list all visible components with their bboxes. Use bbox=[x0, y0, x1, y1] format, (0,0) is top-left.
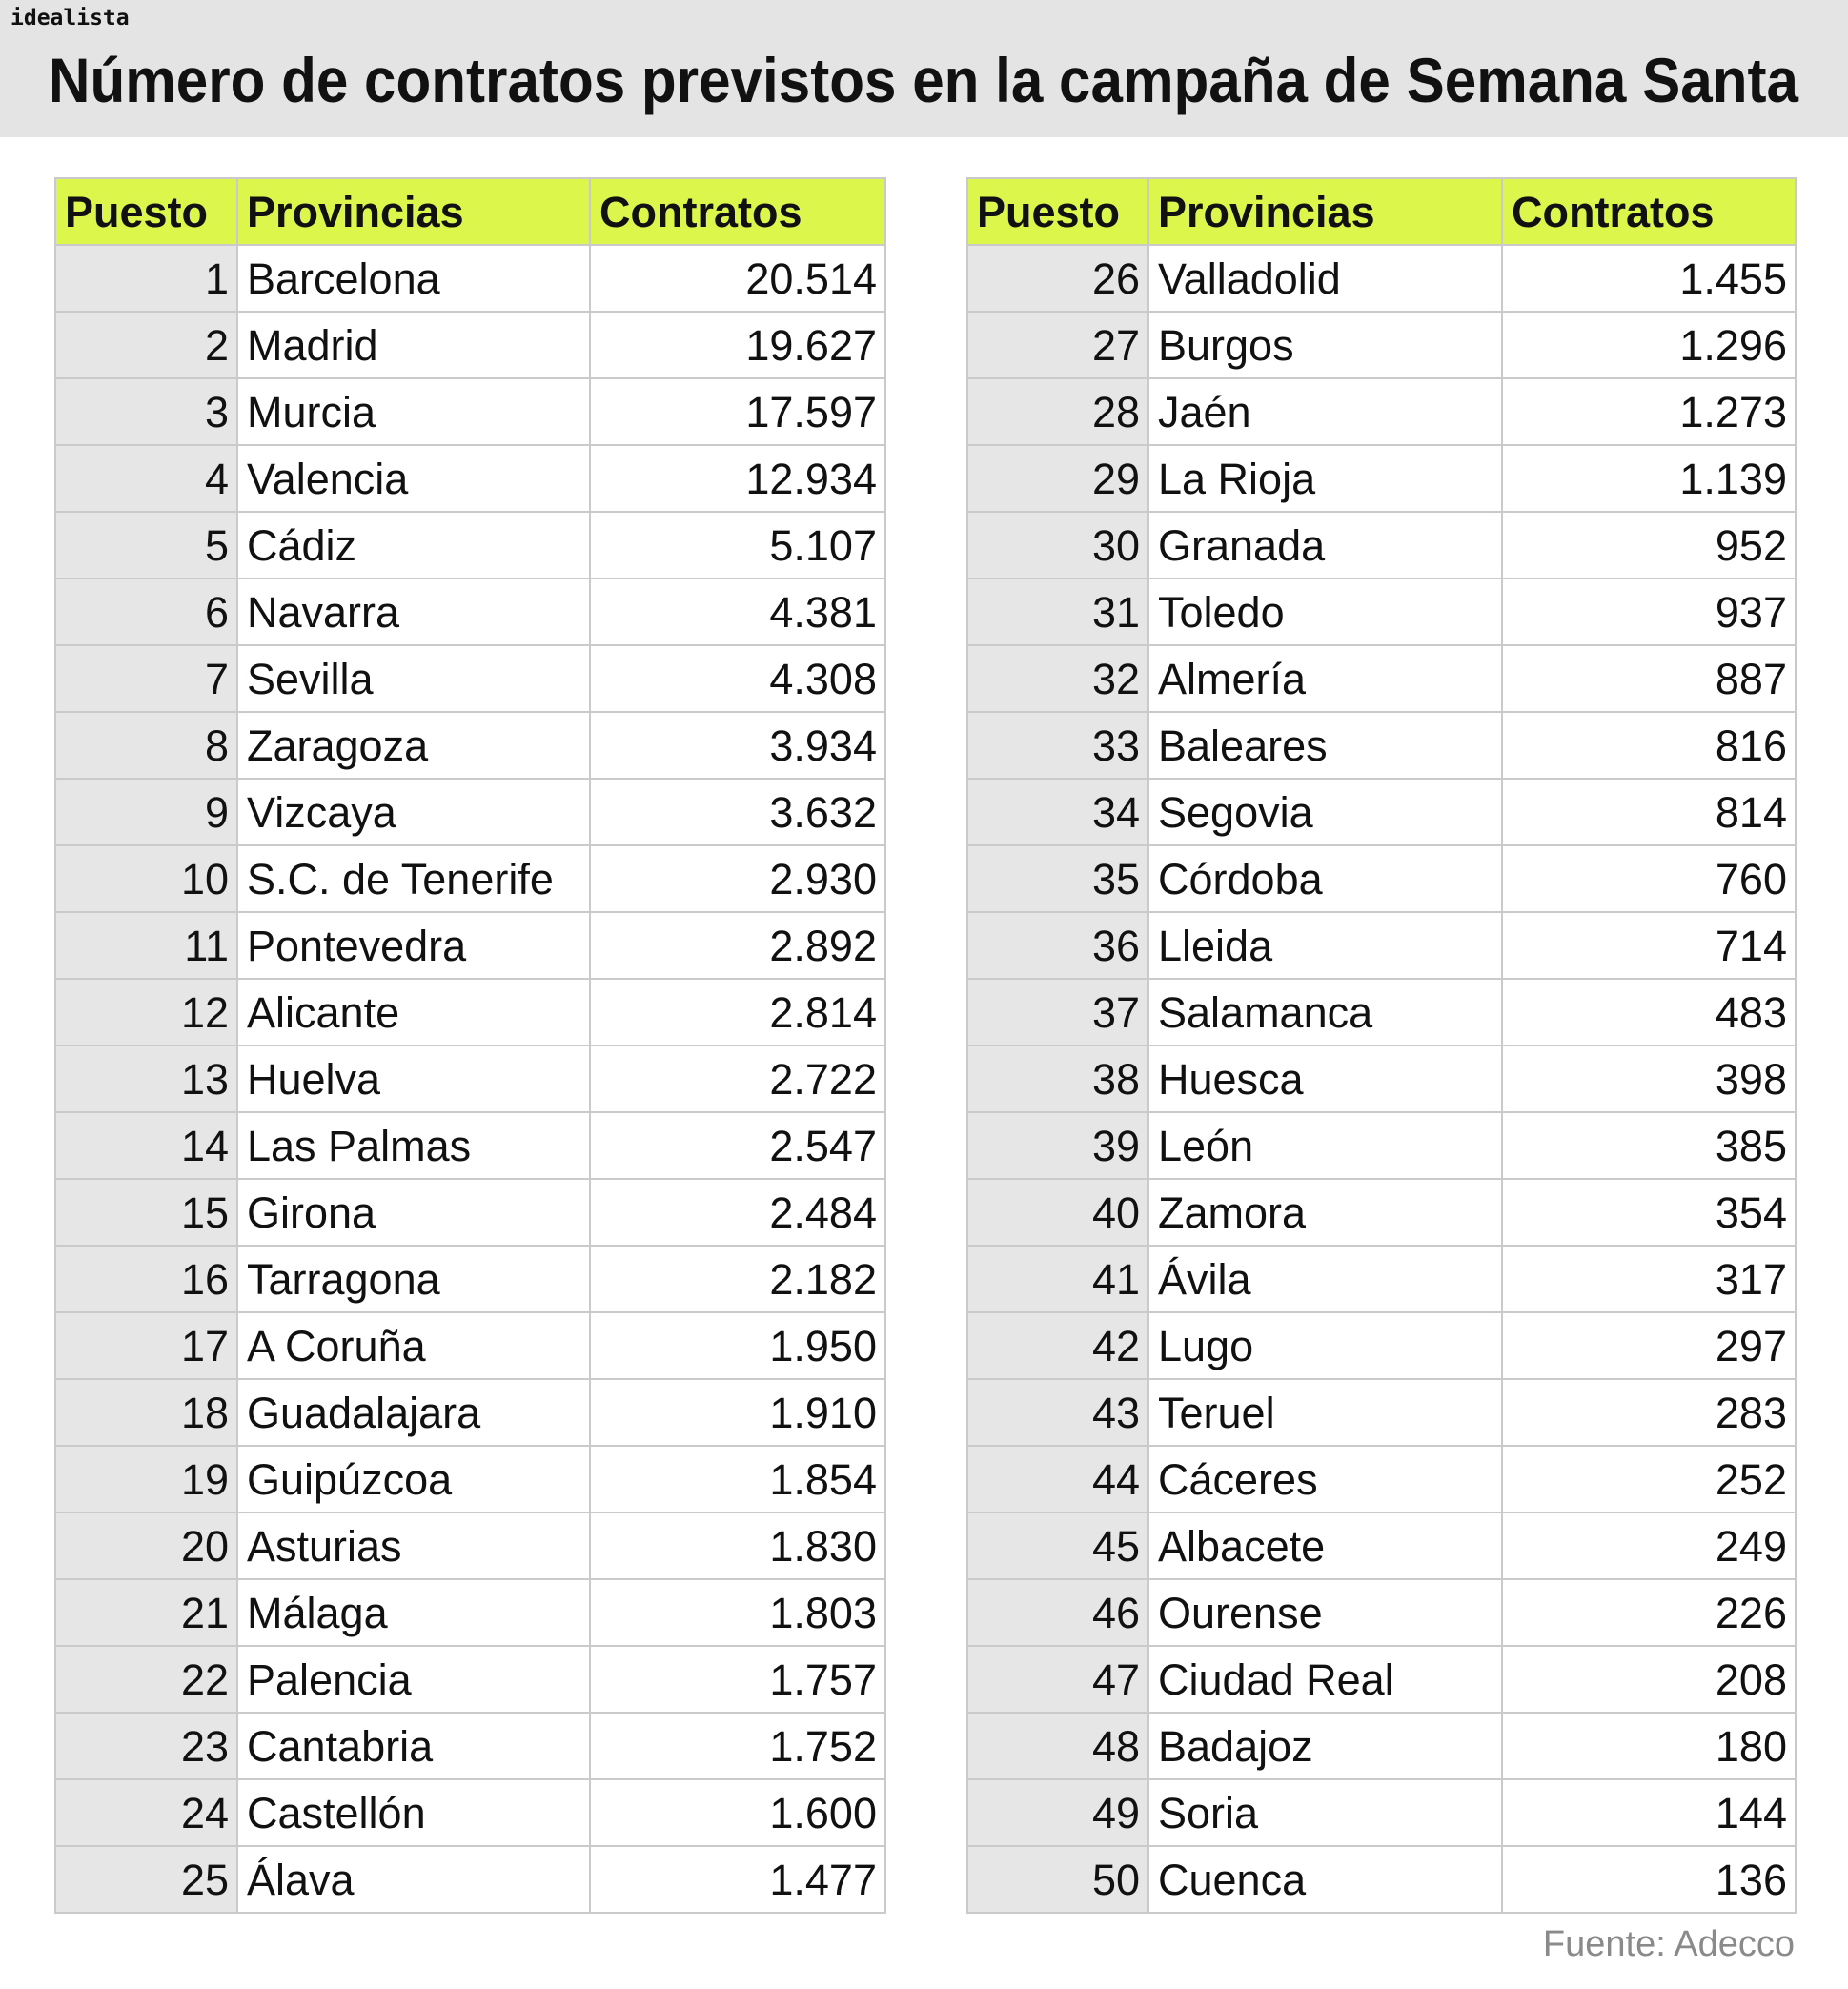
table-row bbox=[55, 912, 885, 979]
puesto-cell: 49 bbox=[967, 1779, 1148, 1846]
table-row bbox=[55, 1713, 885, 1779]
puesto-cell: 7 bbox=[55, 645, 237, 712]
puesto-cell: 8 bbox=[55, 712, 237, 779]
provincia-cell: Cádiz bbox=[237, 512, 590, 578]
column-header-contratos: Contratos bbox=[590, 178, 885, 245]
table-row bbox=[967, 912, 1796, 979]
contratos-cell: 714 bbox=[1502, 912, 1796, 979]
puesto-cell: 14 bbox=[55, 1112, 237, 1179]
provincia-cell: Albacete bbox=[1148, 1512, 1502, 1579]
table-row bbox=[55, 1512, 885, 1579]
table-row bbox=[55, 645, 885, 712]
contratos-cell: 814 bbox=[1502, 779, 1796, 845]
contratos-cell: 4.381 bbox=[590, 578, 885, 645]
provincia-cell: Ciudad Real bbox=[1148, 1646, 1502, 1713]
provincia-cell: Cantabria bbox=[237, 1713, 590, 1779]
table-body bbox=[967, 245, 1796, 1913]
provincia-cell: Córdoba bbox=[1148, 845, 1502, 912]
table-row bbox=[967, 312, 1796, 378]
provincia-cell: Burgos bbox=[1148, 312, 1502, 378]
contratos-cell: 19.627 bbox=[590, 312, 885, 378]
contratos-cell: 283 bbox=[1502, 1379, 1796, 1446]
contratos-cell: 1.910 bbox=[590, 1379, 885, 1446]
table-row bbox=[967, 1646, 1796, 1713]
puesto-cell: 38 bbox=[967, 1045, 1148, 1112]
contratos-cell: 3.632 bbox=[590, 779, 885, 845]
contratos-cell: 1.950 bbox=[590, 1312, 885, 1379]
table-row bbox=[967, 1713, 1796, 1779]
puesto-cell: 26 bbox=[967, 245, 1148, 312]
table-row bbox=[55, 578, 885, 645]
contratos-cell: 1.455 bbox=[1502, 245, 1796, 312]
provincia-cell: Pontevedra bbox=[237, 912, 590, 979]
provincia-cell: Salamanca bbox=[1148, 979, 1502, 1045]
puesto-cell: 24 bbox=[55, 1779, 237, 1846]
contratos-cell: 208 bbox=[1502, 1646, 1796, 1713]
contratos-cell: 937 bbox=[1502, 578, 1796, 645]
provincia-cell: Palencia bbox=[237, 1646, 590, 1713]
provincia-cell: Valencia bbox=[237, 445, 590, 512]
provincia-cell: Asturias bbox=[237, 1512, 590, 1579]
table-row bbox=[967, 712, 1796, 779]
table-row bbox=[55, 1579, 885, 1646]
provincia-cell: Málaga bbox=[237, 1579, 590, 1646]
puesto-cell: 18 bbox=[55, 1379, 237, 1446]
provincia-cell: Baleares bbox=[1148, 712, 1502, 779]
right-table-container bbox=[966, 177, 1795, 1965]
provincia-cell: Murcia bbox=[237, 378, 590, 445]
provincia-cell: Sevilla bbox=[237, 645, 590, 712]
contratos-cell: 398 bbox=[1502, 1045, 1796, 1112]
table-row bbox=[967, 1379, 1796, 1446]
table-row bbox=[55, 712, 885, 779]
puesto-cell: 16 bbox=[55, 1246, 237, 1312]
table-row bbox=[55, 1846, 885, 1913]
puesto-cell: 2 bbox=[55, 312, 237, 378]
ranking-table-left bbox=[54, 177, 886, 1914]
provincia-cell: Lleida bbox=[1148, 912, 1502, 979]
provincia-cell: Guadalajara bbox=[237, 1379, 590, 1446]
puesto-cell: 23 bbox=[55, 1713, 237, 1779]
provincia-cell: S.C. de Tenerife bbox=[237, 845, 590, 912]
table-row bbox=[55, 1312, 885, 1379]
contratos-cell: 2.484 bbox=[590, 1179, 885, 1246]
table-row bbox=[967, 378, 1796, 445]
contratos-cell: 12.934 bbox=[590, 445, 885, 512]
header-band bbox=[0, 0, 1848, 137]
provincia-cell: Badajoz bbox=[1148, 1713, 1502, 1779]
puesto-cell: 39 bbox=[967, 1112, 1148, 1179]
contratos-cell: 1.273 bbox=[1502, 378, 1796, 445]
puesto-cell: 48 bbox=[967, 1713, 1148, 1779]
table-row bbox=[55, 445, 885, 512]
puesto-cell: 12 bbox=[55, 979, 237, 1045]
provincia-cell: Navarra bbox=[237, 578, 590, 645]
contratos-cell: 816 bbox=[1502, 712, 1796, 779]
provincia-cell: Granada bbox=[1148, 512, 1502, 578]
page-title: Número de contratos previstos en la campaña de Semana Santa bbox=[49, 45, 1798, 115]
contratos-cell: 4.308 bbox=[590, 645, 885, 712]
puesto-cell: 45 bbox=[967, 1512, 1148, 1579]
contratos-cell: 1.139 bbox=[1502, 445, 1796, 512]
contratos-cell: 760 bbox=[1502, 845, 1796, 912]
table-row bbox=[55, 512, 885, 578]
table-row bbox=[967, 1446, 1796, 1512]
contratos-cell: 385 bbox=[1502, 1112, 1796, 1179]
provincia-cell: Vizcaya bbox=[237, 779, 590, 845]
provincia-cell: Madrid bbox=[237, 312, 590, 378]
provincia-cell: León bbox=[1148, 1112, 1502, 1179]
contratos-cell: 17.597 bbox=[590, 378, 885, 445]
provincia-cell: Almería bbox=[1148, 645, 1502, 712]
puesto-cell: 41 bbox=[967, 1246, 1148, 1312]
column-header-contratos: Contratos bbox=[1502, 178, 1796, 245]
provincia-cell: Teruel bbox=[1148, 1379, 1502, 1446]
contratos-cell: 249 bbox=[1502, 1512, 1796, 1579]
contratos-cell: 1.296 bbox=[1502, 312, 1796, 378]
contratos-cell: 144 bbox=[1502, 1779, 1796, 1846]
provincia-cell: Álava bbox=[237, 1846, 590, 1913]
table-row bbox=[55, 1179, 885, 1246]
table-row bbox=[55, 1246, 885, 1312]
table-row bbox=[967, 1579, 1796, 1646]
provincia-cell: Zamora bbox=[1148, 1179, 1502, 1246]
ranking-table-right bbox=[966, 177, 1797, 1914]
provincia-cell: Huesca bbox=[1148, 1045, 1502, 1112]
table-header-row bbox=[55, 178, 885, 245]
provincia-cell: A Coruña bbox=[237, 1312, 590, 1379]
contratos-cell: 1.477 bbox=[590, 1846, 885, 1913]
puesto-cell: 22 bbox=[55, 1646, 237, 1713]
provincia-cell: Segovia bbox=[1148, 779, 1502, 845]
puesto-cell: 20 bbox=[55, 1512, 237, 1579]
table-row bbox=[967, 245, 1796, 312]
puesto-cell: 42 bbox=[967, 1312, 1148, 1379]
left-table-container bbox=[54, 177, 884, 1914]
contratos-cell: 1.830 bbox=[590, 1512, 885, 1579]
puesto-cell: 13 bbox=[55, 1045, 237, 1112]
contratos-cell: 226 bbox=[1502, 1579, 1796, 1646]
table-row bbox=[967, 779, 1796, 845]
contratos-cell: 2.814 bbox=[590, 979, 885, 1045]
table-row bbox=[55, 979, 885, 1045]
provincia-cell: Castellón bbox=[237, 1779, 590, 1846]
table-row bbox=[967, 578, 1796, 645]
table-row bbox=[55, 245, 885, 312]
puesto-cell: 31 bbox=[967, 578, 1148, 645]
puesto-cell: 44 bbox=[967, 1446, 1148, 1512]
provincia-cell: Cuenca bbox=[1148, 1846, 1502, 1913]
table-row bbox=[967, 979, 1796, 1045]
contratos-cell: 1.803 bbox=[590, 1579, 885, 1646]
table-row bbox=[967, 1045, 1796, 1112]
title-container bbox=[49, 42, 1831, 118]
contratos-cell: 5.107 bbox=[590, 512, 885, 578]
provincia-cell: Soria bbox=[1148, 1779, 1502, 1846]
contratos-cell: 1.600 bbox=[590, 1779, 885, 1846]
puesto-cell: 19 bbox=[55, 1446, 237, 1512]
contratos-cell: 2.930 bbox=[590, 845, 885, 912]
contratos-cell: 180 bbox=[1502, 1713, 1796, 1779]
table-row bbox=[55, 1646, 885, 1713]
table-row bbox=[55, 1779, 885, 1846]
provincia-cell: Valladolid bbox=[1148, 245, 1502, 312]
provincia-cell: Lugo bbox=[1148, 1312, 1502, 1379]
provincia-cell: Toledo bbox=[1148, 578, 1502, 645]
table-row bbox=[967, 1246, 1796, 1312]
contratos-cell: 2.722 bbox=[590, 1045, 885, 1112]
puesto-cell: 35 bbox=[967, 845, 1148, 912]
puesto-cell: 27 bbox=[967, 312, 1148, 378]
column-header-puesto: Puesto bbox=[55, 178, 237, 245]
puesto-cell: 32 bbox=[967, 645, 1148, 712]
contratos-cell: 952 bbox=[1502, 512, 1796, 578]
contratos-cell: 1.854 bbox=[590, 1446, 885, 1512]
provincia-cell: Tarragona bbox=[237, 1246, 590, 1312]
puesto-cell: 25 bbox=[55, 1846, 237, 1913]
source-note: Fuente: Adecco bbox=[1542, 1924, 1795, 1964]
puesto-cell: 46 bbox=[967, 1579, 1148, 1646]
puesto-cell: 15 bbox=[55, 1179, 237, 1246]
contratos-cell: 297 bbox=[1502, 1312, 1796, 1379]
puesto-cell: 37 bbox=[967, 979, 1148, 1045]
puesto-cell: 10 bbox=[55, 845, 237, 912]
puesto-cell: 34 bbox=[967, 779, 1148, 845]
provincia-cell: Ourense bbox=[1148, 1579, 1502, 1646]
table-row bbox=[967, 845, 1796, 912]
puesto-cell: 50 bbox=[967, 1846, 1148, 1913]
puesto-cell: 47 bbox=[967, 1646, 1148, 1713]
contratos-cell: 887 bbox=[1502, 645, 1796, 712]
puesto-cell: 36 bbox=[967, 912, 1148, 979]
table-row bbox=[55, 1379, 885, 1446]
provincia-cell: Huelva bbox=[237, 1045, 590, 1112]
table-row bbox=[967, 1779, 1796, 1846]
table-row bbox=[967, 512, 1796, 578]
contratos-cell: 1.752 bbox=[590, 1713, 885, 1779]
contratos-cell: 2.547 bbox=[590, 1112, 885, 1179]
provincia-cell: Guipúzcoa bbox=[237, 1446, 590, 1512]
contratos-cell: 1.757 bbox=[590, 1646, 885, 1713]
provincia-cell: Jaén bbox=[1148, 378, 1502, 445]
puesto-cell: 4 bbox=[55, 445, 237, 512]
table-row bbox=[55, 1446, 885, 1512]
table-row bbox=[55, 378, 885, 445]
table-row bbox=[55, 312, 885, 378]
puesto-cell: 30 bbox=[967, 512, 1148, 578]
contratos-cell: 2.182 bbox=[590, 1246, 885, 1312]
table-row bbox=[967, 1312, 1796, 1379]
column-header-provincias: Provincias bbox=[237, 178, 590, 245]
idealista-logo: idealista bbox=[10, 6, 130, 30]
puesto-cell: 40 bbox=[967, 1179, 1148, 1246]
contratos-cell: 136 bbox=[1502, 1846, 1796, 1913]
provincia-cell: Ávila bbox=[1148, 1246, 1502, 1312]
table-row bbox=[967, 645, 1796, 712]
provincia-cell: Las Palmas bbox=[237, 1112, 590, 1179]
contratos-cell: 3.934 bbox=[590, 712, 885, 779]
table-body bbox=[55, 245, 885, 1913]
puesto-cell: 6 bbox=[55, 578, 237, 645]
contratos-cell: 354 bbox=[1502, 1179, 1796, 1246]
puesto-cell: 1 bbox=[55, 245, 237, 312]
table-row bbox=[967, 1846, 1796, 1913]
puesto-cell: 29 bbox=[967, 445, 1148, 512]
table-row bbox=[967, 445, 1796, 512]
puesto-cell: 33 bbox=[967, 712, 1148, 779]
provincia-cell: Cáceres bbox=[1148, 1446, 1502, 1512]
puesto-cell: 21 bbox=[55, 1579, 237, 1646]
provincia-cell: Girona bbox=[237, 1179, 590, 1246]
puesto-cell: 9 bbox=[55, 779, 237, 845]
contratos-cell: 317 bbox=[1502, 1246, 1796, 1312]
table-row bbox=[55, 845, 885, 912]
puesto-cell: 43 bbox=[967, 1379, 1148, 1446]
contratos-cell: 483 bbox=[1502, 979, 1796, 1045]
puesto-cell: 28 bbox=[967, 378, 1148, 445]
table-row bbox=[55, 1112, 885, 1179]
contratos-cell: 20.514 bbox=[590, 245, 885, 312]
provincia-cell: Barcelona bbox=[237, 245, 590, 312]
column-header-provincias: Provincias bbox=[1148, 178, 1502, 245]
table-row bbox=[967, 1112, 1796, 1179]
table-row bbox=[55, 1045, 885, 1112]
contratos-cell: 252 bbox=[1502, 1446, 1796, 1512]
column-header-puesto: Puesto bbox=[967, 178, 1148, 245]
puesto-cell: 3 bbox=[55, 378, 237, 445]
table-header-row bbox=[967, 178, 1796, 245]
provincia-cell: Zaragoza bbox=[237, 712, 590, 779]
table-row bbox=[55, 779, 885, 845]
contratos-cell: 2.892 bbox=[590, 912, 885, 979]
table-row bbox=[967, 1179, 1796, 1246]
provincia-cell: La Rioja bbox=[1148, 445, 1502, 512]
puesto-cell: 17 bbox=[55, 1312, 237, 1379]
provincia-cell: Alicante bbox=[237, 979, 590, 1045]
puesto-cell: 5 bbox=[55, 512, 237, 578]
table-row bbox=[967, 1512, 1796, 1579]
puesto-cell: 11 bbox=[55, 912, 237, 979]
